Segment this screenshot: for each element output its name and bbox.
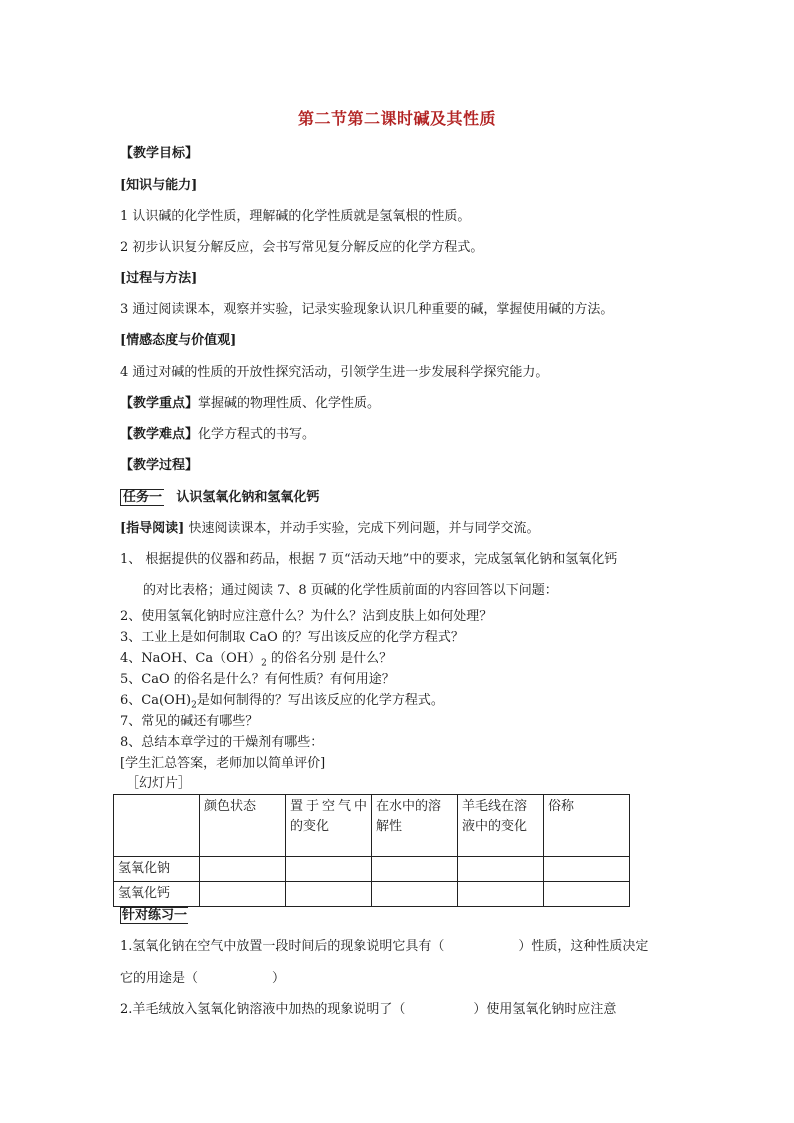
question-1b: 的对比表格；通过阅读 7、8 页碱的化学性质前面的内容回答以下问题： [143, 583, 558, 598]
question-2: 2、使用氢氧化钠时应注意什么？为什么？沾到皮肤上如何处理？ [120, 609, 493, 624]
question-3: 3、工业上是如何制取 CaO 的？写出该反应的化学方程式？ [120, 630, 464, 645]
difficult-point-text: 化学方程式的书写。 [198, 427, 316, 442]
table-header-cell: 在水中的溶解性 [372, 795, 458, 857]
guide-text: 快速阅读课本，并动手实验，完成下列问题，并与同学交流。 [188, 521, 540, 536]
practice-1b-post: ） [272, 971, 286, 986]
table-header-cell: 俗称 [544, 795, 630, 857]
question-1a: 1、 根据提供的仪器和药品，根据 7 页“活动天地”中的要求，完成氢氧化钠和氢氧化钙 [120, 552, 618, 567]
table-header-cell: 羊毛线在溶液中的变化 [458, 795, 544, 857]
practice-1a [120, 938, 648, 956]
table-cell [458, 882, 544, 907]
process-item-3: 3 通过阅读课本，观察并实验，记录实验现象认识几种重要的碱，掌握使用碱的方法。 [120, 302, 614, 317]
guide-reading [120, 520, 539, 538]
question-5: 5、CaO 的俗名是什么？有何性质？有何用途？ [120, 672, 395, 687]
table-cell [286, 857, 372, 882]
table-cell [372, 857, 458, 882]
practice-label: 针对练习一 [122, 908, 188, 923]
practice-1b [120, 970, 285, 988]
knowledge-heading: [知识与能力] [120, 178, 198, 193]
question-6 [120, 692, 444, 715]
practice-1a-pre: 1.氢氧化钠在空气中放置一段时间后的现象说明它具有（ [120, 939, 445, 954]
table-row [114, 857, 630, 882]
question-4 [120, 650, 392, 673]
practice-heading [120, 907, 188, 925]
slide-label: ［幻灯片］ [126, 776, 192, 791]
difficult-point-label: 【教学难点】 [120, 427, 199, 442]
goals-heading: 【教学目标】 [120, 146, 199, 161]
summary-line: [学生汇总答案，老师加以简单评价] [120, 756, 326, 771]
task-1-text: 认识氢氧化钠和氢氧化钙 [176, 490, 320, 505]
table-cell [544, 857, 630, 882]
practice-2-post: ）使用氢氧化钠时应注意 [473, 1002, 617, 1017]
practice-1b-pre: 它的用途是（ [120, 971, 199, 986]
task-1-label: 任务一 [120, 489, 164, 506]
knowledge-item-1: 1 认识碱的化学性质，理解碱的化学性质就是氢氧根的性质。 [120, 209, 471, 224]
key-point-text: 掌握碱的物理性质、化学性质。 [198, 396, 381, 411]
question-4-post: 的俗名分别 是什么？ [266, 651, 393, 666]
question-6-sub: 2 [191, 700, 197, 711]
question-7: 7、常见的碱还有哪些？ [120, 714, 259, 729]
table-header-cell [114, 795, 200, 857]
knowledge-item-2: 2 初步认识复分解反应，会书写常见复分解反应的化学方程式。 [120, 240, 484, 255]
table-cell [286, 882, 372, 907]
question-6-pre: 6、Ca(OH) [120, 693, 192, 708]
question-4-sub: 2 [261, 658, 267, 669]
table-cell [544, 882, 630, 907]
table-cell [200, 857, 286, 882]
question-6-post: 是如何制得的？写出该反应的化学方程式。 [196, 693, 444, 708]
table-row [114, 882, 630, 907]
page-title: 第二节第二课时碱及其性质 [297, 109, 496, 128]
table-cell: 氢氧化钠 [114, 857, 200, 882]
emotion-heading: [情感态度与价值观] [120, 333, 237, 348]
comparison-table [113, 794, 630, 907]
practice-2 [120, 1001, 616, 1019]
table-cell [458, 857, 544, 882]
table-cell [372, 882, 458, 907]
practice-1a-post: ）性质，这种性质决定 [518, 939, 649, 954]
emotion-item-4: 4 通过对碱的性质的开放性探究活动，引领学生进一步发展科学探究能力。 [120, 365, 549, 380]
table-header-row [114, 795, 630, 857]
practice-2-pre: 2.羊毛绒放入氢氧化钠溶液中加热的现象说明了（ [120, 1002, 406, 1017]
table-header-cell: 置于空气中的变化 [286, 795, 372, 857]
table-cell: 氢氧化钙 [114, 882, 200, 907]
question-8: 8、总结本章学过的干燥剂有哪些： [120, 735, 324, 750]
difficult-point [120, 426, 315, 444]
table-header-cell: 颜色状态 [200, 795, 286, 857]
key-point [120, 395, 380, 413]
procedure-heading: 【教学过程】 [120, 458, 199, 473]
task-1 [120, 489, 319, 507]
table-cell [200, 882, 286, 907]
process-heading: [过程与方法] [120, 271, 198, 286]
question-4-pre: 4、NaOH、Ca（OH） [120, 651, 262, 666]
key-point-label: 【教学重点】 [120, 396, 199, 411]
guide-label: [指导阅读] [120, 521, 185, 536]
